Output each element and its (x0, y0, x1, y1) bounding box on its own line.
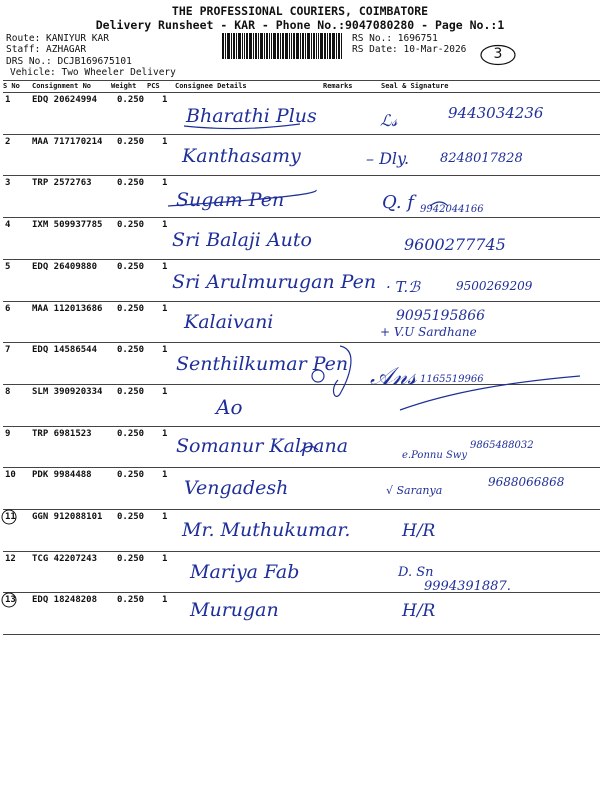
row-weight: 0.250 (117, 303, 145, 314)
circle-sno-11 (2, 510, 16, 524)
row-consignment-no: MAA 717170214 (32, 136, 103, 147)
consignee-handwriting-10: Vengadesh (184, 477, 289, 499)
consignee-handwriting-5: Sri Arulmurugan Pen (172, 271, 377, 293)
col-sno: S No (3, 82, 20, 90)
row-pcs: 1 (162, 136, 168, 147)
consignee-handwriting-3: Sugam Pen (176, 189, 285, 211)
signature-9: e.Ponnu Swy (402, 450, 467, 461)
row-sno: 2 (5, 136, 11, 147)
seal-handwriting-11: H/R (402, 521, 436, 541)
seal-handwriting-5: 9500269209 (456, 279, 533, 293)
row-weight: 0.250 (117, 428, 145, 439)
signature-12: D. Sn (398, 565, 434, 580)
row-weight: 0.250 (117, 595, 145, 606)
consignee-handwriting-4: Sri Balaji Auto (172, 229, 312, 251)
route-info: Route: KANIYUR KAR (6, 33, 109, 44)
col-remarks: Remarks (323, 82, 353, 90)
signature-2: – Dly. (366, 149, 410, 168)
row-sno: 1 (5, 95, 11, 105)
consignee-handwriting-2: Kanthasamy (182, 145, 301, 167)
rs-date: RS Date: 10-Mar-2026 (352, 44, 467, 55)
seal-handwriting-3: 9942044166 (420, 204, 484, 215)
row-weight: 0.250 (117, 95, 145, 105)
row-sno: 5 (5, 261, 11, 272)
document-title: THE PROFESSIONAL COURIERS, COIMBATORE (171, 4, 429, 18)
signature-5: · T.ℬ (386, 278, 420, 296)
row-pcs: 1 (162, 470, 168, 481)
signature-6: + V.U Sardhane (380, 325, 477, 339)
seal-handwriting-7: 1165519966 (420, 374, 484, 385)
consignee-handwriting-9: Somanur Kalpana (176, 435, 349, 457)
signature-7: 𝒜𝓃𝓈 (370, 362, 417, 390)
row-weight: 0.250 (117, 261, 145, 272)
row-consignment-no: TCG 42207243 (32, 553, 98, 564)
page-number-handwritten: 3 (493, 46, 503, 62)
row-sno: 7 (5, 345, 11, 356)
row-sno: 4 (5, 220, 11, 231)
seal-handwriting-6: 9095195866 (396, 308, 486, 324)
row-pcs: 1 (162, 595, 168, 606)
consignee-handwriting-8: Ao (216, 395, 243, 419)
row-sno: 6 (5, 303, 11, 314)
row-pcs: 1 (162, 553, 168, 564)
document-subtitle: Delivery Runsheet - KAR - Phone No.:9047080280 - Page No.:1 (95, 18, 505, 32)
seal-handwriting-1: 9443034236 (448, 104, 544, 122)
row-pcs: 1 (162, 261, 168, 272)
row-pcs: 1 (162, 303, 168, 314)
col-pcs: PCS (147, 82, 160, 90)
consignee-handwriting-13: Murugan (190, 599, 279, 621)
row-consignment-no: EDQ 14586544 (32, 345, 98, 356)
row-consignment-no: SLM 390920334 (32, 386, 103, 397)
row-consignment-no: GGN 912088101 (32, 512, 103, 522)
row-sno: 12 (5, 553, 16, 564)
row-pcs: 1 (162, 345, 168, 356)
seal-handwriting-4: 9600277745 (404, 235, 506, 254)
row-weight: 0.250 (117, 553, 145, 564)
row-weight: 0.250 (117, 220, 145, 231)
seal-handwriting-12: 9994391887. (424, 579, 511, 594)
row-consignment-no: MAA 112013686 (32, 303, 103, 314)
drs-number: DRS No.: DCJB169675101 (6, 56, 132, 67)
seal-handwriting-2: 8248017828 (440, 151, 523, 166)
row-pcs: 1 (162, 220, 168, 231)
row-consignment-no: EDQ 20624994 (32, 95, 98, 105)
col-consignee: Consignee Details (175, 82, 247, 90)
row-sno: 3 (5, 178, 11, 189)
signature-3: Q. f (382, 192, 414, 213)
row-weight: 0.250 (117, 386, 145, 397)
col-seal: Seal & Signature (381, 82, 449, 90)
consignee-handwriting-11: Mr. Muthukumar. (182, 519, 351, 541)
row-pcs: 1 (162, 428, 168, 439)
row-consignment-no: EDQ 18248208 (32, 595, 98, 606)
row-sno: 10 (5, 470, 16, 481)
row-sno: 9 (5, 428, 11, 439)
row-consignment-no: EDQ 26409880 (32, 261, 98, 272)
row-consignment-no: IXM 509937785 (32, 220, 103, 231)
row-weight: 0.250 (117, 512, 145, 522)
row-sno: 13 (5, 595, 16, 606)
seal-handwriting-10: 9688066868 (488, 475, 565, 489)
row-weight: 0.250 (117, 345, 145, 356)
consignee-handwriting-6: Kalaivani (184, 311, 274, 333)
consignee-handwriting-7: Senthilkumar Pen (176, 353, 349, 375)
row-consignment-no: TRP 6981523 (32, 428, 92, 439)
consignee-handwriting-1: Bharathi Plus (186, 105, 317, 127)
row-weight: 0.250 (117, 470, 145, 481)
row-sno: 8 (5, 386, 11, 397)
seal-handwriting-13: H/R (402, 601, 436, 621)
row-pcs: 1 (162, 95, 168, 105)
seal-handwriting-9: 9865488032 (470, 440, 534, 451)
rs-number: RS No.: 1696751 (352, 33, 438, 44)
vehicle-info: Vehicle: Two Wheeler Delivery (10, 67, 176, 78)
row-weight: 0.250 (117, 178, 145, 189)
col-consignment: Consignment No (32, 82, 92, 90)
row-sno: 11 (5, 512, 16, 522)
row-consignment-no: PDK 9984488 (32, 470, 92, 481)
signature-10: √ Saranya (386, 484, 443, 497)
row-pcs: 1 (162, 178, 168, 189)
row-pcs: 1 (162, 512, 168, 522)
consignee-handwriting-12: Mariya Fab (190, 561, 300, 583)
row-pcs: 1 (162, 386, 168, 397)
staff-info: Staff: AZHAGAR (6, 44, 87, 55)
row-consignment-no: TRP 2572763 (32, 178, 92, 189)
row-weight: 0.250 (117, 136, 145, 147)
signature-1: ℒ𝓈 (380, 111, 398, 130)
col-weight: Weight (111, 82, 137, 90)
circle-sno-13 (2, 593, 16, 607)
